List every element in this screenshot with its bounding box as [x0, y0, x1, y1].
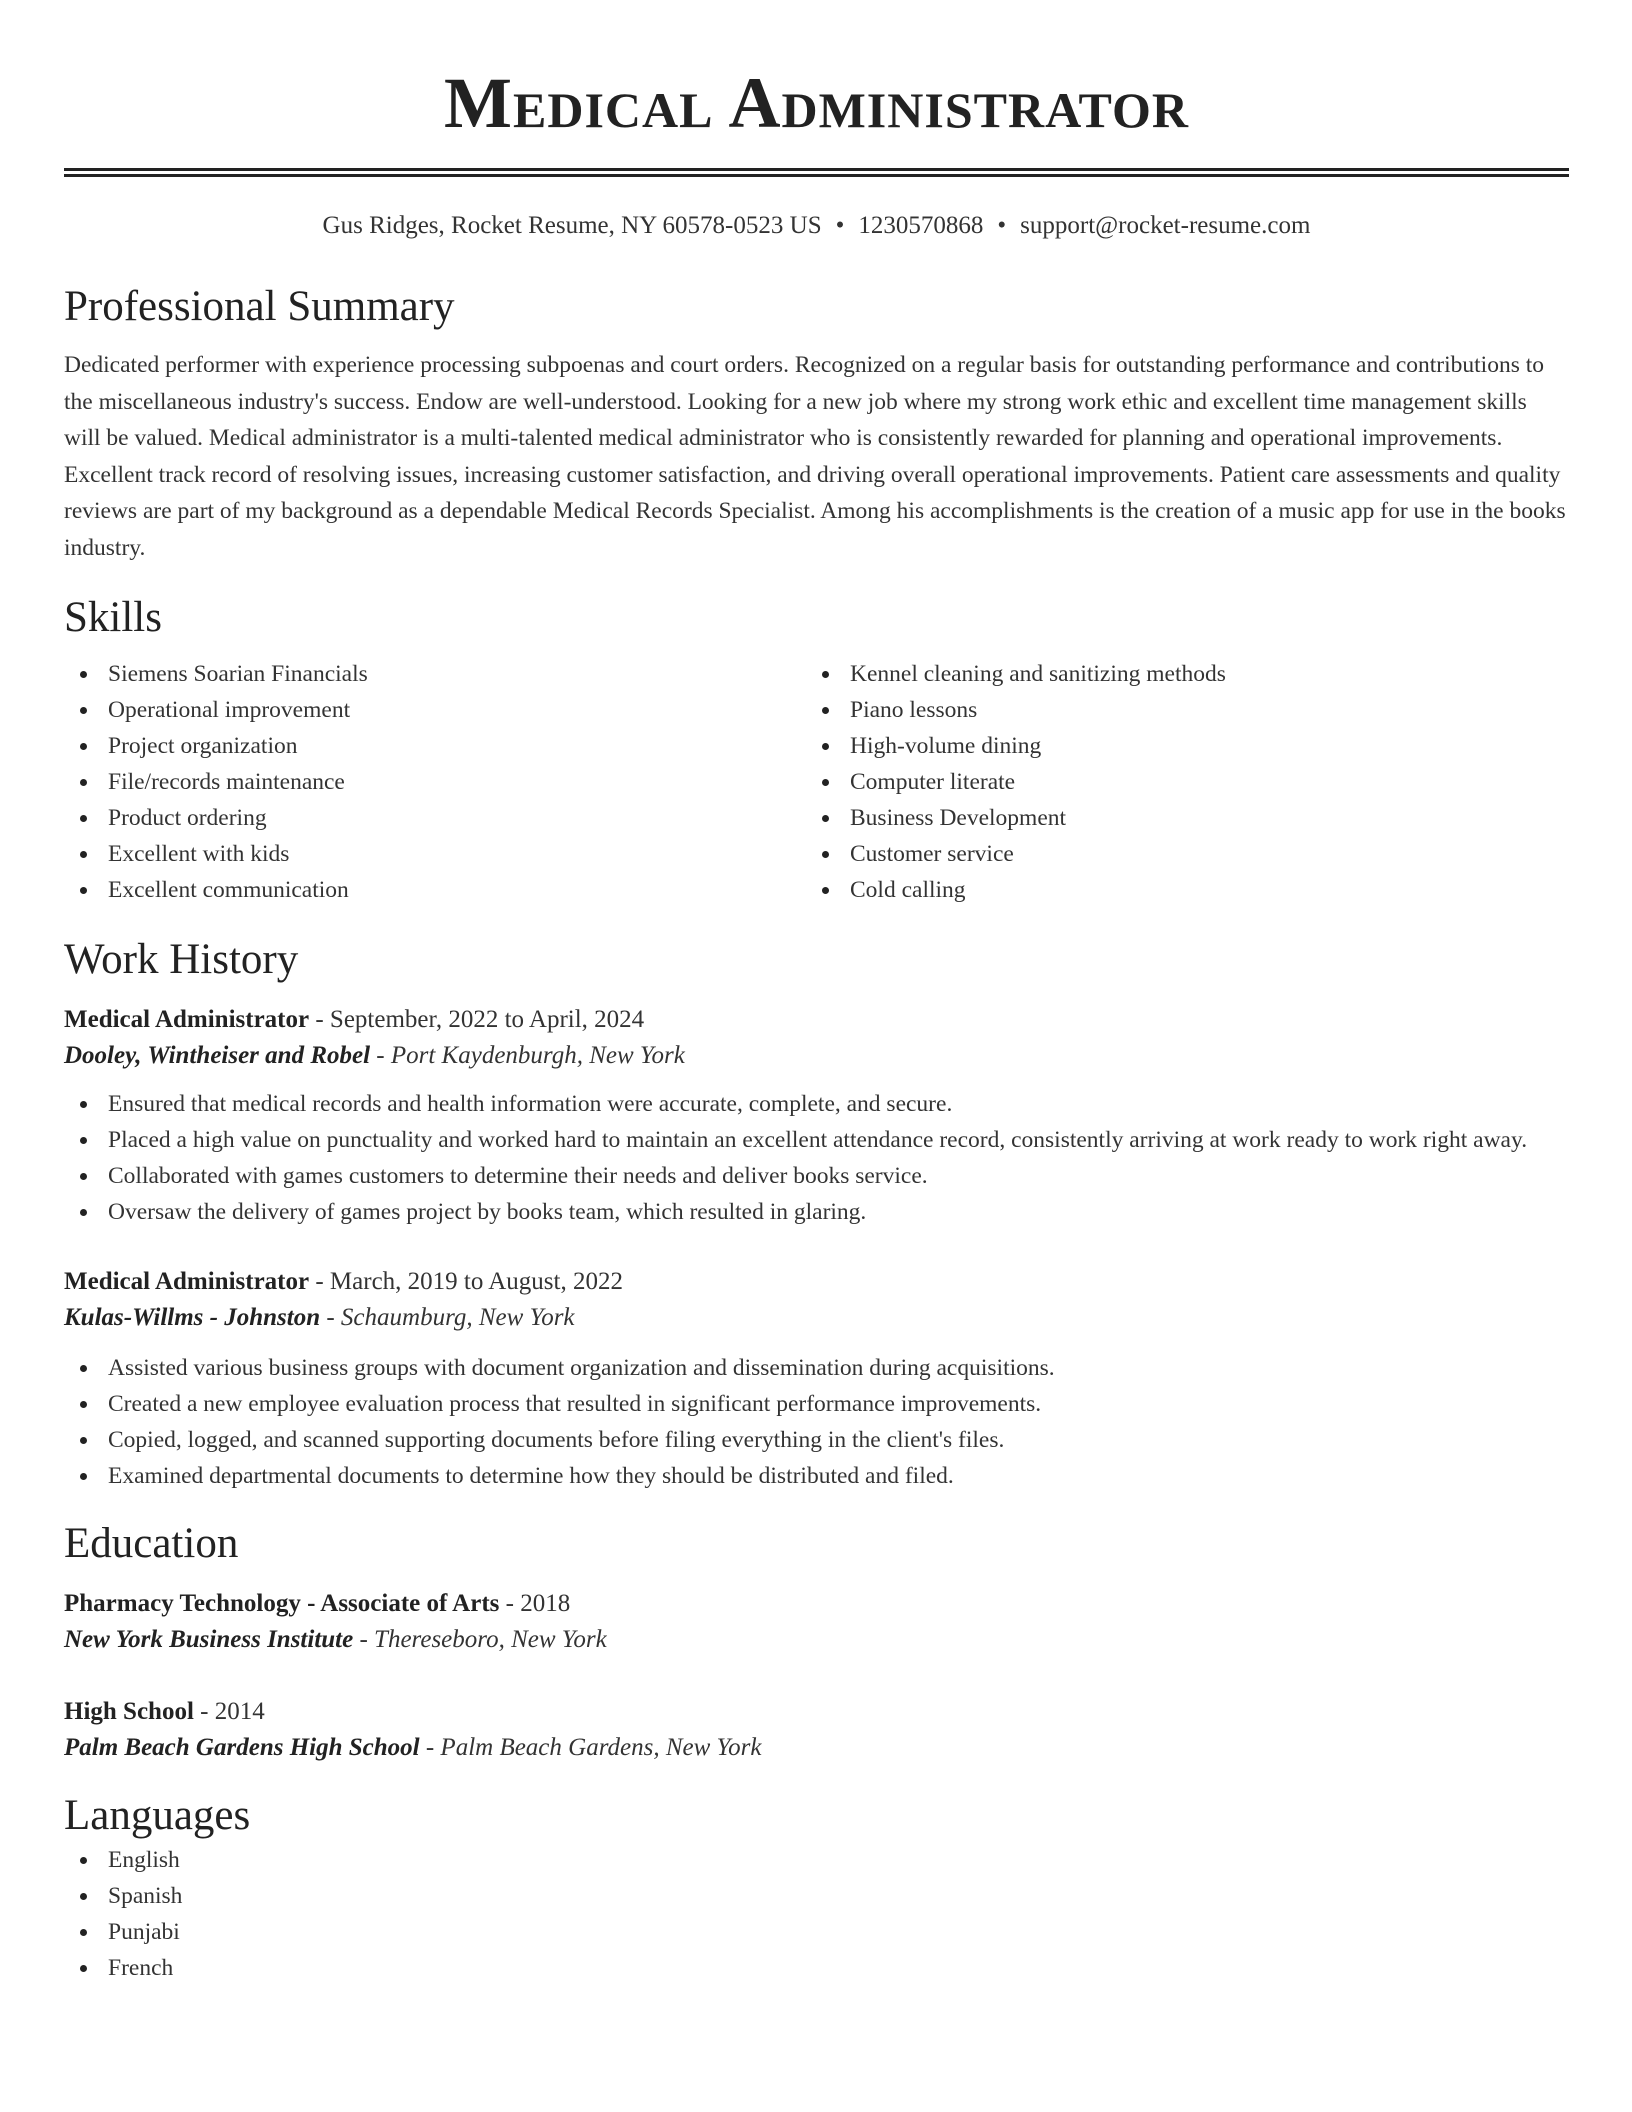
school-name: New York Business Institute [64, 1626, 354, 1653]
resume-title: Medical Administrator [444, 63, 1189, 143]
degree-line [64, 1694, 1569, 1730]
skill-item: Kennel cleaning and sanitizing methods [806, 656, 1548, 692]
contact-separator: • [997, 212, 1007, 239]
job-bullet: Assisted various business groups with document organization and dissemination during acquisitions. [64, 1350, 1569, 1386]
job-title-line [64, 1264, 1569, 1300]
contact-phone: 1230570868 [858, 212, 984, 239]
degree-name: High School [64, 1698, 194, 1725]
skill-item: High-volume dining [806, 728, 1548, 764]
languages-section [64, 1790, 1569, 1986]
school-name: Palm Beach Gardens High School [64, 1734, 420, 1761]
job-title: Medical Administrator [64, 1268, 310, 1295]
summary-section [64, 281, 1569, 566]
school-line [64, 1622, 1569, 1658]
skill-item: Excellent communication [64, 872, 806, 908]
skill-item: Siemens Soarian Financials [64, 656, 806, 692]
summary-heading: Professional Summary [64, 283, 455, 330]
contact-line [64, 211, 1569, 241]
degree-name: Pharmacy Technology - Associate of Arts [64, 1590, 500, 1617]
skill-item: Cold calling [806, 872, 1548, 908]
job-company-line [64, 1038, 1569, 1074]
education-heading: Education [64, 1520, 239, 1567]
languages-heading: Languages [64, 1792, 251, 1839]
contact-email: support@rocket-resume.com [1020, 212, 1311, 239]
skills-list-right [806, 656, 1548, 908]
job-dates: - September, 2022 to April, 2024 [309, 1006, 645, 1033]
job-bullet: Oversaw the delivery of games project by books team, which resulted in glaring. [64, 1194, 1569, 1230]
job-entry [64, 1002, 1569, 1230]
degree-year: - 2014 [193, 1698, 265, 1725]
skills-section [64, 592, 1569, 908]
job-dates: - March, 2019 to August, 2022 [309, 1268, 623, 1295]
job-bullets [64, 1350, 1569, 1494]
job-bullets [64, 1086, 1569, 1230]
job-bullet: Copied, logged, and scanned supporting documents before filing everything in the client's files. [64, 1422, 1569, 1458]
degree-year: - 2018 [499, 1590, 571, 1617]
job-company: Dooley, Wintheiser and Robel [64, 1042, 371, 1069]
education-section [64, 1518, 1569, 1766]
skill-item: Product ordering [64, 800, 806, 836]
school-line [64, 1730, 1569, 1766]
work-history-heading: Work History [64, 936, 299, 983]
job-location: - Schaumburg, New York [320, 1304, 575, 1331]
job-entry [64, 1264, 1569, 1494]
job-location: - Port Kaydenburgh, New York [370, 1042, 685, 1069]
language-item: Punjabi [64, 1914, 1569, 1950]
degree-line [64, 1586, 1569, 1622]
school-location: - Palm Beach Gardens, New York [419, 1734, 762, 1761]
job-company-line [64, 1300, 1569, 1336]
work-history-section [64, 934, 1569, 1494]
contact-separator: • [835, 212, 845, 239]
job-title: Medical Administrator [64, 1006, 310, 1033]
language-item: French [64, 1950, 1569, 1986]
education-entry [64, 1586, 1569, 1658]
skill-item: Business Development [806, 800, 1548, 836]
skills-list-left [64, 656, 806, 908]
education-entry [64, 1694, 1569, 1766]
skill-item: Excellent with kids [64, 836, 806, 872]
skill-item: Project organization [64, 728, 806, 764]
job-title-line [64, 1002, 1569, 1038]
language-item: Spanish [64, 1878, 1569, 1914]
skill-item: File/records maintenance [64, 764, 806, 800]
skill-item: Piano lessons [806, 692, 1548, 728]
skills-columns [64, 656, 1569, 908]
summary-text: Dedicated performer with experience processing subpoenas and court orders. Recognized on a regular basis for outstanding performance and contributions to the miscellaneous industry's success. Endow are well-understood. Looking for a new job where my strong work ethic and excellent time management skills will be valued. Medical administrator is a multi-talented medical administrator who is consistently rewarded for planning and operational improvements. Excellent track record of resolving issues, increasing customer satisfaction, and driving overall operational improvements. Patient care assessments and quality reviews are part of my background as a dependable Medical Records Specialist. Among his accomplishments is the creation of a music app for use in the books industry. [64, 352, 1566, 561]
skill-item: Customer service [806, 836, 1548, 872]
skills-heading: Skills [64, 594, 162, 641]
contact-address: Gus Ridges, Rocket Resume, NY 60578-0523 US [322, 212, 822, 239]
job-bullet: Ensured that medical records and health information were accurate, complete, and secure. [64, 1086, 1569, 1122]
job-company: Kulas-Willms - Johnston [64, 1304, 321, 1331]
job-bullet: Collaborated with games customers to determine their needs and deliver books service. [64, 1158, 1569, 1194]
languages-list [64, 1842, 1569, 1986]
skill-item: Computer literate [806, 764, 1548, 800]
school-location: - Thereseboro, New York [353, 1626, 607, 1653]
job-bullet: Placed a high value on punctuality and worked hard to maintain an excellent attendance record, consistently arriving at work ready to work right away. [64, 1122, 1569, 1158]
title-divider [64, 168, 1569, 177]
resume-page [64, 0, 1569, 1986]
skill-item: Operational improvement [64, 692, 806, 728]
job-bullet: Examined departmental documents to determine how they should be distributed and filed. [64, 1458, 1569, 1494]
job-bullet: Created a new employee evaluation process that resulted in significant performance improvements. [64, 1386, 1569, 1422]
language-item: English [64, 1842, 1569, 1878]
